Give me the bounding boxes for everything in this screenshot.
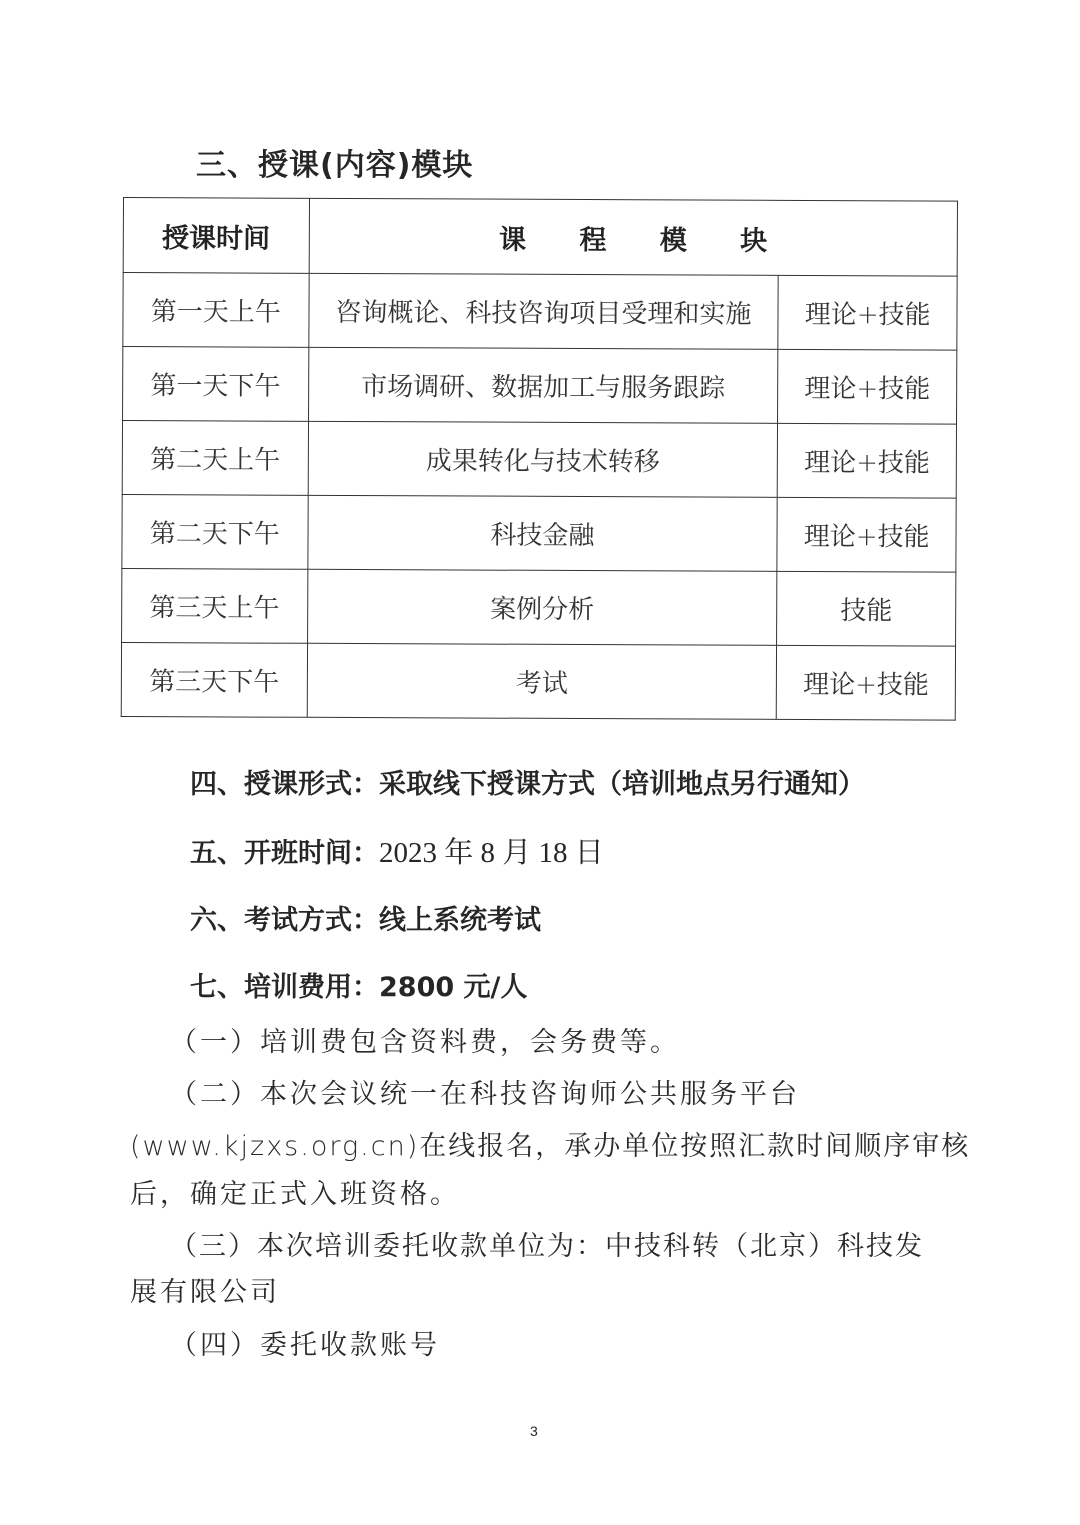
cell-time: 第二天上午	[122, 421, 308, 496]
fee-item-4: （四）委托收款账号	[170, 1330, 440, 1361]
section-7	[190, 965, 527, 1004]
section-3-title: 三、授课(内容)模块	[196, 148, 474, 183]
section-5-value: 2023 年 8 月 18 日	[379, 837, 604, 869]
section-6	[190, 898, 541, 937]
cell-module: 市场调研、数据加工与服务跟踪	[308, 347, 778, 423]
fee-item-1: （一）培训费包含资料费，会务费等。	[170, 1027, 680, 1058]
fee-item-3-line2: 展有限公司	[130, 1277, 280, 1308]
section-5-label: 五、开班时间：	[190, 838, 379, 869]
section-4-value: 采取线下授课方式（培训地点另行通知）	[379, 769, 865, 800]
section-4	[190, 762, 865, 801]
cell-time: 第一天下午	[123, 347, 309, 422]
cell-module: 科技金融	[307, 495, 777, 571]
cell-type: 理论+技能	[777, 645, 956, 720]
cell-type: 理论+技能	[778, 423, 957, 498]
table-header-row	[123, 198, 957, 277]
table-row	[122, 421, 956, 499]
page-number: 3	[530, 1423, 538, 1439]
table-row	[121, 642, 955, 720]
section-7-label: 七、培训费用：	[190, 972, 379, 1003]
table-row	[123, 273, 957, 351]
fee-item-3-line1: （三）本次培训委托收款单位为：中技科转（北京）科技发	[170, 1231, 924, 1262]
cell-time: 第三天上午	[122, 568, 308, 643]
section-5	[190, 830, 604, 871]
cell-type: 理论+技能	[778, 349, 957, 424]
course-module-table	[121, 197, 958, 721]
section-7-value: 2800 元/人	[379, 972, 528, 1003]
cell-type: 理论+技能	[777, 497, 956, 572]
table-row	[123, 347, 957, 425]
cell-module: 咨询概论、科技咨询项目受理和实施	[308, 273, 778, 349]
cell-time: 第一天上午	[123, 273, 309, 348]
section-6-label: 六、考试方式：	[190, 905, 379, 936]
fee-item-2-line2: (www.kjzxs.org.cn)在线报名，承办单位按照汇款时间顺序审核	[130, 1131, 971, 1162]
header-time: 授课时间	[123, 198, 309, 274]
table-row	[122, 494, 956, 572]
cell-module: 成果转化与技术转移	[308, 421, 778, 497]
header-module: 课 程 模 块	[309, 198, 958, 276]
cell-time: 第三天下午	[121, 642, 307, 717]
fee-item-2-line3: 后，确定正式入班资格。	[130, 1179, 460, 1210]
section-6-value: 线上系统考试	[379, 905, 541, 936]
cell-time: 第二天下午	[122, 494, 308, 569]
cell-module: 案例分析	[307, 569, 777, 645]
cell-type: 理论+技能	[778, 275, 957, 350]
fee-item-2-line1: （二）本次会议统一在科技咨询师公共服务平台	[170, 1079, 800, 1110]
cell-module: 考试	[307, 643, 777, 719]
section-4-label: 四、授课形式：	[190, 769, 379, 800]
cell-type: 技能	[777, 571, 956, 646]
table-row	[122, 568, 956, 646]
